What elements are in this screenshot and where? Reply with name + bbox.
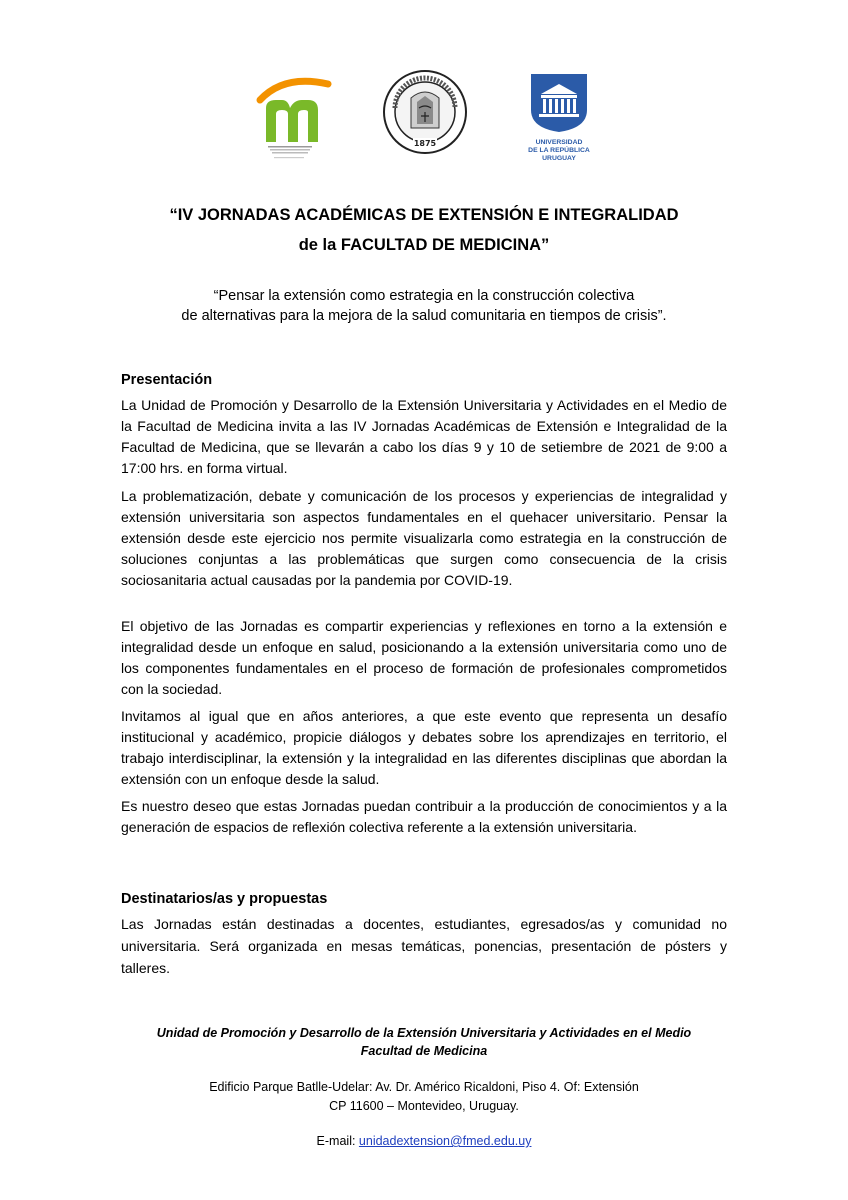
- udelar-name-line: UNIVERSIDAD: [535, 139, 583, 146]
- extension-unit-logo: [254, 70, 332, 160]
- paragraph: Invitamos al igual que en años anteriores, a que este evento que representa un desafío institucional y académico, propicie diálogos y debates sobre los aprendizajes en territorio, el trabajo interdisciplinar, la extensión y la integralidad en las diferentes disciplinas que abordan la extensión con un enfoque desde la salud.: [121, 708, 727, 787]
- udelar-name-line: DE LA REPÚBLICA: [528, 147, 590, 154]
- email-label: E-mail:: [316, 1134, 359, 1148]
- footer-email: [0, 1131, 848, 1151]
- udelar-building-icon: [525, 70, 593, 132]
- document-title-line2: de la FACULTAD DE MEDICINA”: [298, 236, 550, 254]
- section-heading-presentacion: Presentación: [121, 372, 213, 388]
- email-link[interactable]: unidadextension@fmed.edu.uy: [358, 1134, 532, 1148]
- footer-org-line2: Facultad de Medicina: [360, 1044, 488, 1058]
- document-title-line1: “IV JORNADAS ACADÉMICAS DE EXTENSIÓN E INTEGRALIDAD: [169, 206, 679, 224]
- footer-address-line2: CP 11600 – Montevideo, Uruguay.: [329, 1099, 519, 1113]
- footer-org-line1: Unidad de Promoción y Desarrollo de la Extensión Universitaria y Actividades en el Medio: [156, 1026, 692, 1040]
- faculty-seal-icon: [383, 68, 467, 156]
- paragraph: La Unidad de Promoción y Desarrollo de la Extensión Universitaria y Actividades en el Medio de la Facultad de Medicina invita a las IV Jornadas Académicas de Extensión e Integralidad de la Facultad de Medicina, que se llevarán a cabo los días 9 y 10 de setiembre de 2021 de 9:00 a 17:00 hrs. en forma virtual.: [121, 397, 727, 476]
- paragraph: La problematización, debate y comunicación de los procesos y experiencias de integralidad y extensión universitaria son aspectos fundamentales en el quehacer universitario. Pensar la extensión desde este ejercicio nos permite visualizarla como estrategia en la construcción de soluciones conjuntas a las problemáticas que surgen como consecuencia de la crisis sociosanitaria actual causadas por la pandemia por COVID-19.: [121, 488, 727, 588]
- logo-row: [0, 64, 848, 164]
- udelar-logo: [525, 70, 593, 164]
- udelar-name-line: URUGUAY: [542, 155, 576, 162]
- paragraph: Las Jornadas están destinadas a docentes, estudiantes, egresados/as y comunidad no universitaria. Será organizada en mesas temáticas, ponencias, presentación de pósters y talleres.: [121, 916, 727, 976]
- footer-address-line1: Edificio Parque Batlle-Udelar: Av. Dr. Américo Ricaldoni, Piso 4. Of: Extensión: [209, 1080, 639, 1094]
- seal-year: 1875: [413, 139, 437, 148]
- paragraph: El objetivo de las Jornadas es compartir experiencias y reflexiones en torno a la extensión e integralidad desde un enfoque en salud, posicionando a la extensión universitaria como uno de los componentes fundamentales en el proceso de formación de profesionales comprometidos con la sociedad.: [121, 618, 727, 697]
- paragraph: Es nuestro deseo que estas Jornadas puedan contribuir a la producción de conocimientos y a la generación de espacios de reflexión colectiva referente a la extensión universitaria.: [121, 798, 727, 835]
- section-heading-destinatarios: Destinatarios/as y propuestas: [121, 891, 328, 907]
- motto-line1: “Pensar la extensión como estrategia en la construcción colectiva: [213, 288, 635, 304]
- motto-line2: de alternativas para la mejora de la salud comunitaria en tiempos de crisis”.: [181, 308, 667, 324]
- udelar-name: [525, 139, 593, 163]
